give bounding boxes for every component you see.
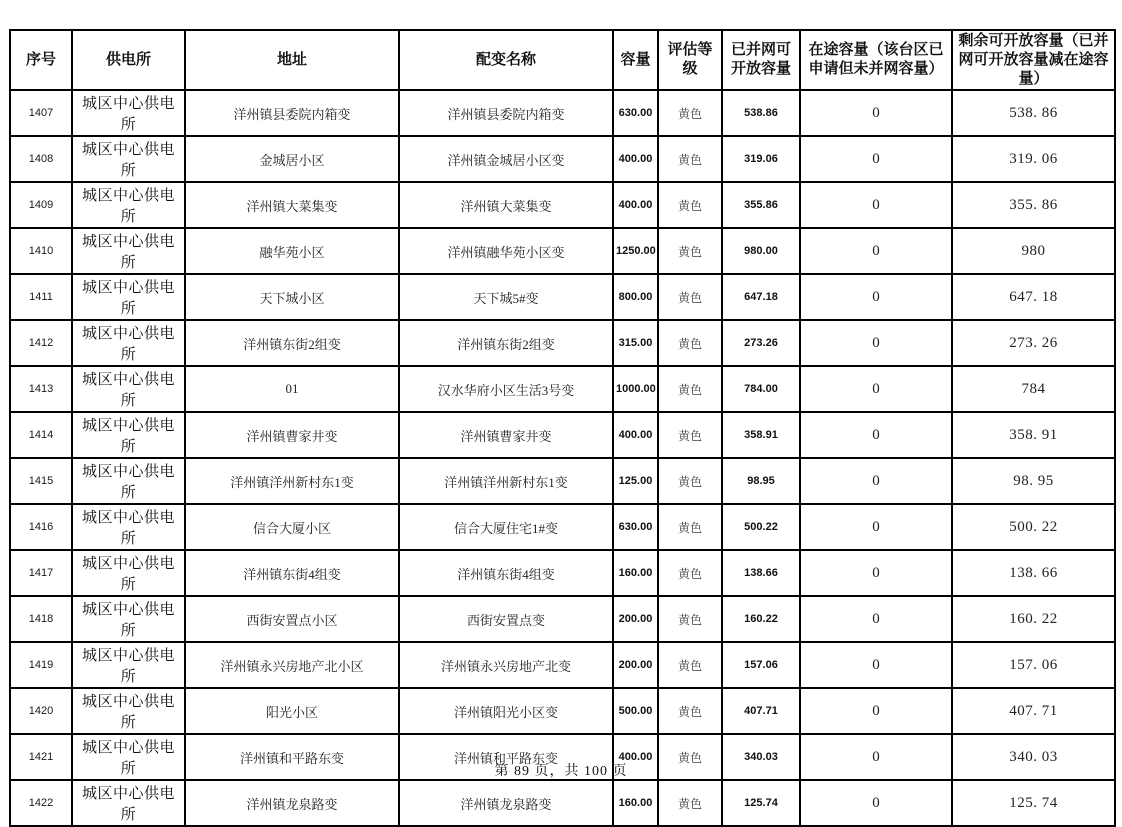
cell-remaining-capacity: 500. 22 [952, 504, 1115, 550]
header-transformer-name: 配变名称 [399, 30, 613, 90]
cell-seq: 1422 [10, 780, 72, 826]
cell-capacity: 200.00 [613, 596, 658, 642]
cell-seq: 1414 [10, 412, 72, 458]
header-connected-capacity: 已并网可开放容量 [722, 30, 800, 90]
table-row [10, 366, 1115, 412]
cell-address: 洋州镇永兴房地产北小区 [185, 642, 399, 688]
cell-address: 洋州镇县委院内箱变 [185, 90, 399, 136]
cell-in-transit-capacity: 0 [800, 688, 952, 734]
cell-seq: 1420 [10, 688, 72, 734]
cell-address: 金城居小区 [185, 136, 399, 182]
table-body [10, 90, 1115, 826]
cell-station: 城区中心供电所 [72, 320, 185, 366]
cell-station: 城区中心供电所 [72, 550, 185, 596]
cell-seq: 1415 [10, 458, 72, 504]
cell-transformer-name: 洋州镇永兴房地产北变 [399, 642, 613, 688]
cell-remaining-capacity: 538. 86 [952, 90, 1115, 136]
cell-transformer-name: 信合大厦住宅1#变 [399, 504, 613, 550]
cell-capacity: 160.00 [613, 550, 658, 596]
cell-transformer-name: 洋州镇龙泉路变 [399, 780, 613, 826]
table-row [10, 596, 1115, 642]
cell-remaining-capacity: 160. 22 [952, 596, 1115, 642]
table-row [10, 504, 1115, 550]
cell-grade: 黄色 [658, 504, 722, 550]
cell-remaining-capacity: 340. 03 [952, 734, 1115, 780]
table-row [10, 274, 1115, 320]
cell-seq: 1417 [10, 550, 72, 596]
header-seq: 序号 [10, 30, 72, 90]
cell-connected-capacity: 538.86 [722, 90, 800, 136]
cell-seq: 1416 [10, 504, 72, 550]
cell-grade: 黄色 [658, 136, 722, 182]
cell-address: 融华苑小区 [185, 228, 399, 274]
cell-capacity: 400.00 [613, 182, 658, 228]
cell-station: 城区中心供电所 [72, 504, 185, 550]
cell-in-transit-capacity: 0 [800, 182, 952, 228]
cell-station: 城区中心供电所 [72, 274, 185, 320]
cell-station: 城区中心供电所 [72, 412, 185, 458]
header-remaining-capacity: 剩余可开放容量（已并网可开放容量减在途容量） [952, 30, 1115, 90]
cell-station: 城区中心供电所 [72, 596, 185, 642]
cell-seq: 1413 [10, 366, 72, 412]
cell-capacity: 1250.00 [613, 228, 658, 274]
cell-station: 城区中心供电所 [72, 642, 185, 688]
cell-in-transit-capacity: 0 [800, 90, 952, 136]
table-row [10, 182, 1115, 228]
cell-address: 洋州镇东街4组变 [185, 550, 399, 596]
cell-transformer-name: 洋州镇金城居小区变 [399, 136, 613, 182]
cell-in-transit-capacity: 0 [800, 780, 952, 826]
cell-address: 洋州镇龙泉路变 [185, 780, 399, 826]
cell-in-transit-capacity: 0 [800, 228, 952, 274]
cell-connected-capacity: 358.91 [722, 412, 800, 458]
cell-connected-capacity: 355.86 [722, 182, 800, 228]
cell-transformer-name: 洋州镇融华苑小区变 [399, 228, 613, 274]
cell-capacity: 160.00 [613, 780, 658, 826]
header-capacity: 容量 [613, 30, 658, 90]
cell-in-transit-capacity: 0 [800, 458, 952, 504]
cell-address: 洋州镇大菜集变 [185, 182, 399, 228]
cell-transformer-name: 西街安置点变 [399, 596, 613, 642]
cell-grade: 黄色 [658, 458, 722, 504]
cell-capacity: 500.00 [613, 688, 658, 734]
cell-connected-capacity: 407.71 [722, 688, 800, 734]
cell-grade: 黄色 [658, 596, 722, 642]
cell-capacity: 1000.00 [613, 366, 658, 412]
cell-remaining-capacity: 125. 74 [952, 780, 1115, 826]
cell-address: 洋州镇洋州新村东1变 [185, 458, 399, 504]
header-row [10, 30, 1115, 90]
cell-connected-capacity: 647.18 [722, 274, 800, 320]
table-row [10, 228, 1115, 274]
table-header [10, 30, 1115, 90]
cell-address: 天下城小区 [185, 274, 399, 320]
cell-station: 城区中心供电所 [72, 734, 185, 780]
table-row [10, 780, 1115, 826]
cell-address: 洋州镇和平路东变 [185, 734, 399, 780]
cell-seq: 1410 [10, 228, 72, 274]
cell-address: 阳光小区 [185, 688, 399, 734]
cell-transformer-name: 洋州镇大菜集变 [399, 182, 613, 228]
cell-grade: 黄色 [658, 642, 722, 688]
cell-station: 城区中心供电所 [72, 688, 185, 734]
cell-grade: 黄色 [658, 182, 722, 228]
cell-seq: 1411 [10, 274, 72, 320]
cell-transformer-name: 汉水华府小区生活3号变 [399, 366, 613, 412]
cell-transformer-name: 洋州镇东街4组变 [399, 550, 613, 596]
cell-remaining-capacity: 98. 95 [952, 458, 1115, 504]
cell-seq: 1421 [10, 734, 72, 780]
cell-connected-capacity: 125.74 [722, 780, 800, 826]
cell-station: 城区中心供电所 [72, 136, 185, 182]
cell-connected-capacity: 980.00 [722, 228, 800, 274]
cell-remaining-capacity: 784 [952, 366, 1115, 412]
cell-in-transit-capacity: 0 [800, 550, 952, 596]
cell-connected-capacity: 784.00 [722, 366, 800, 412]
cell-capacity: 400.00 [613, 136, 658, 182]
cell-connected-capacity: 273.26 [722, 320, 800, 366]
cell-in-transit-capacity: 0 [800, 274, 952, 320]
cell-remaining-capacity: 407. 71 [952, 688, 1115, 734]
cell-grade: 黄色 [658, 228, 722, 274]
cell-seq: 1412 [10, 320, 72, 366]
cell-seq: 1409 [10, 182, 72, 228]
cell-station: 城区中心供电所 [72, 182, 185, 228]
cell-capacity: 800.00 [613, 274, 658, 320]
cell-remaining-capacity: 138. 66 [952, 550, 1115, 596]
table-row [10, 550, 1115, 596]
page-number-footer: 第 89 页，共 100 页 [494, 764, 628, 779]
cell-connected-capacity: 340.03 [722, 734, 800, 780]
cell-in-transit-capacity: 0 [800, 136, 952, 182]
cell-station: 城区中心供电所 [72, 458, 185, 504]
cell-transformer-name: 洋州镇阳光小区变 [399, 688, 613, 734]
cell-in-transit-capacity: 0 [800, 504, 952, 550]
table-row [10, 320, 1115, 366]
header-station: 供电所 [72, 30, 185, 90]
cell-connected-capacity: 319.06 [722, 136, 800, 182]
cell-in-transit-capacity: 0 [800, 596, 952, 642]
header-address: 地址 [185, 30, 399, 90]
cell-station: 城区中心供电所 [72, 366, 185, 412]
cell-address: 洋州镇东街2组变 [185, 320, 399, 366]
cell-grade: 黄色 [658, 366, 722, 412]
cell-transformer-name: 洋州镇曹家井变 [399, 412, 613, 458]
cell-grade: 黄色 [658, 734, 722, 780]
cell-station: 城区中心供电所 [72, 780, 185, 826]
cell-in-transit-capacity: 0 [800, 734, 952, 780]
table-row [10, 136, 1115, 182]
cell-connected-capacity: 157.06 [722, 642, 800, 688]
cell-remaining-capacity: 980 [952, 228, 1115, 274]
cell-capacity: 630.00 [613, 90, 658, 136]
cell-remaining-capacity: 157. 06 [952, 642, 1115, 688]
cell-seq: 1407 [10, 90, 72, 136]
cell-remaining-capacity: 273. 26 [952, 320, 1115, 366]
cell-grade: 黄色 [658, 550, 722, 596]
table-row [10, 412, 1115, 458]
cell-connected-capacity: 138.66 [722, 550, 800, 596]
cell-connected-capacity: 160.22 [722, 596, 800, 642]
cell-transformer-name: 洋州镇和平路东变 [399, 734, 613, 780]
cell-in-transit-capacity: 0 [800, 642, 952, 688]
cell-capacity: 400.00 [613, 734, 658, 780]
cell-capacity: 125.00 [613, 458, 658, 504]
header-in-transit-capacity: 在途容量（该台区已申请但未并网容量） [800, 30, 952, 90]
cell-transformer-name: 洋州镇东街2组变 [399, 320, 613, 366]
cell-grade: 黄色 [658, 688, 722, 734]
cell-seq: 1418 [10, 596, 72, 642]
cell-address: 01 [185, 366, 399, 412]
cell-capacity: 400.00 [613, 412, 658, 458]
cell-grade: 黄色 [658, 412, 722, 458]
cell-connected-capacity: 500.22 [722, 504, 800, 550]
cell-in-transit-capacity: 0 [800, 320, 952, 366]
cell-grade: 黄色 [658, 274, 722, 320]
cell-address: 洋州镇曹家井变 [185, 412, 399, 458]
table-row [10, 90, 1115, 136]
cell-transformer-name: 洋州镇县委院内箱变 [399, 90, 613, 136]
cell-capacity: 315.00 [613, 320, 658, 366]
cell-remaining-capacity: 355. 86 [952, 182, 1115, 228]
table-row [10, 688, 1115, 734]
header-grade: 评估等级 [658, 30, 722, 90]
cell-connected-capacity: 98.95 [722, 458, 800, 504]
cell-transformer-name: 洋州镇洋州新村东1变 [399, 458, 613, 504]
cell-remaining-capacity: 319. 06 [952, 136, 1115, 182]
cell-in-transit-capacity: 0 [800, 412, 952, 458]
cell-grade: 黄色 [658, 90, 722, 136]
table-row [10, 642, 1115, 688]
cell-station: 城区中心供电所 [72, 228, 185, 274]
cell-capacity: 200.00 [613, 642, 658, 688]
cell-grade: 黄色 [658, 320, 722, 366]
table-row [10, 458, 1115, 504]
cell-station: 城区中心供电所 [72, 90, 185, 136]
cell-address: 西街安置点小区 [185, 596, 399, 642]
cell-grade: 黄色 [658, 780, 722, 826]
cell-address: 信合大厦小区 [185, 504, 399, 550]
cell-in-transit-capacity: 0 [800, 366, 952, 412]
cell-seq: 1419 [10, 642, 72, 688]
cell-remaining-capacity: 647. 18 [952, 274, 1115, 320]
cell-capacity: 630.00 [613, 504, 658, 550]
cell-transformer-name: 天下城5#变 [399, 274, 613, 320]
cell-remaining-capacity: 358. 91 [952, 412, 1115, 458]
capacity-table [9, 29, 1116, 827]
cell-seq: 1408 [10, 136, 72, 182]
